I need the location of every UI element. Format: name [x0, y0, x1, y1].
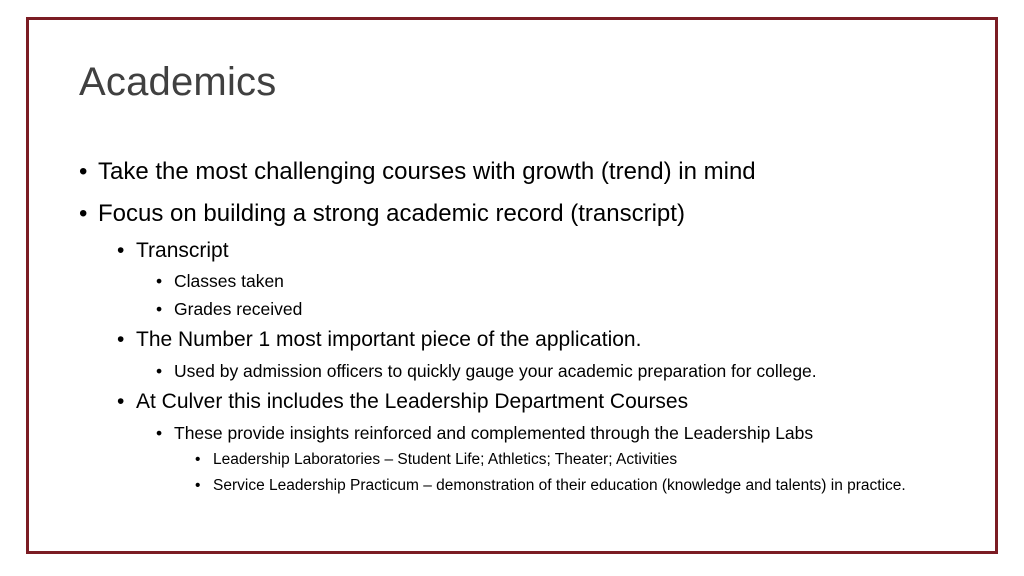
bullet-text: Take the most challenging courses with growth (trend) in mind	[98, 158, 756, 185]
bullet-item-service-practicum	[195, 476, 955, 496]
bullet-item-number-one	[117, 328, 641, 352]
bullet-text: Focus on building a strong academic record (transcript)	[98, 200, 685, 227]
bullet-text: Leadership Laboratories – Student Life; Athletics; Theater; Activities	[213, 451, 678, 468]
bullet-item-grades-received	[156, 299, 302, 319]
bullet-text: Transcript	[136, 239, 229, 262]
bullet-text: Service Leadership Practicum – demonstration of their education (knowledge and talents) in practice.	[213, 477, 906, 494]
bullet-item-challenging-courses	[79, 158, 756, 186]
bullet-item-academic-record	[79, 200, 685, 228]
bullet-icon: •	[156, 423, 163, 443]
bullet-icon: •	[79, 200, 88, 227]
bullet-text: Used by admission officers to quickly gauge your academic preparation for college.	[174, 361, 817, 381]
bullet-item-admission-officers	[156, 361, 817, 381]
bullet-text: Grades received	[174, 299, 303, 319]
bullet-item-classes-taken	[156, 271, 284, 291]
bullet-icon: •	[195, 451, 201, 468]
bullet-item-transcript	[117, 239, 229, 263]
bullet-icon: •	[156, 299, 163, 319]
bullet-icon: •	[156, 271, 163, 291]
bullet-text: These provide insights reinforced and complemented through the Leadership Labs	[174, 423, 814, 443]
bullet-text: At Culver this includes the Leadership Department Courses	[136, 390, 689, 413]
bullet-text: The Number 1 most important piece of the application.	[136, 328, 642, 351]
bullet-icon: •	[117, 328, 125, 351]
bullet-item-leadership-labs	[156, 423, 813, 443]
slide-title: Academics	[79, 60, 277, 104]
bullet-item-leadership-laboratories	[195, 450, 955, 470]
bullet-icon: •	[79, 158, 88, 185]
bullet-icon: •	[156, 361, 163, 381]
bullet-item-culver-leadership	[117, 390, 688, 414]
bullet-icon: •	[195, 477, 201, 494]
bullet-icon: •	[117, 390, 125, 413]
bullet-text: Classes taken	[174, 271, 284, 291]
bullet-icon: •	[117, 239, 125, 262]
